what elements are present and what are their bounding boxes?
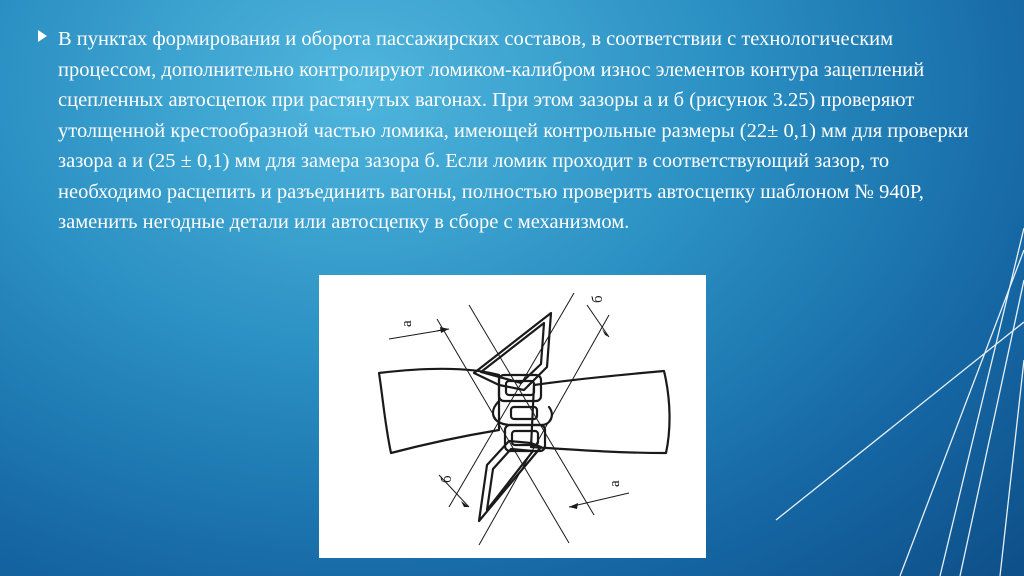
deco-line-2 (940, 228, 1024, 576)
bullet-triangle-icon (38, 30, 47, 42)
arrow-a-bottom (569, 503, 578, 509)
deco-line-4 (1000, 360, 1024, 576)
deco-line-3 (960, 280, 1024, 576)
label-gap-a-bottom: a (607, 480, 623, 487)
axis-line-3 (449, 293, 574, 507)
dim-a-bottom (569, 493, 629, 507)
label-gap-a-top: a (399, 320, 415, 327)
arrow-b-bottom (461, 501, 469, 507)
label-gap-b-bottom: б (439, 475, 455, 483)
axis-line-1 (437, 319, 569, 543)
bullet-text: В пунктах формирования и оборота пассажирских составов, в соответствии с технологическим процессом, дополнительно контролируют ломиком-калибром износ элементов контура зацеплений сцепленных автосцепок при растянутых вагонах. При этом зазоры а и б (рисунок 3.25) проверяют утолщенной крестообразной частью ломика, имеющей контрольные размеры (22± 0,1) мм для проверки зазора а и (25 ± 0,1) мм для замера зазора б. Если ломик проходит в соответствующий зазор, то необходимо расцепить и разъединить вагоны, полностью проверить автосцепку шаблоном № 940Р, заменить негодные детали или автосцепку в сборе с механизмом. (58, 28, 969, 233)
middle-contour (493, 401, 552, 425)
deco-line-5 (900, 250, 1024, 576)
coupler-drawing (319, 275, 706, 558)
coupler-gap-figure (319, 275, 706, 558)
label-gap-b-top: б (590, 295, 606, 303)
left-coupler-body (379, 369, 499, 453)
axis-line-2 (469, 305, 594, 515)
deco-line-1 (776, 322, 1024, 520)
